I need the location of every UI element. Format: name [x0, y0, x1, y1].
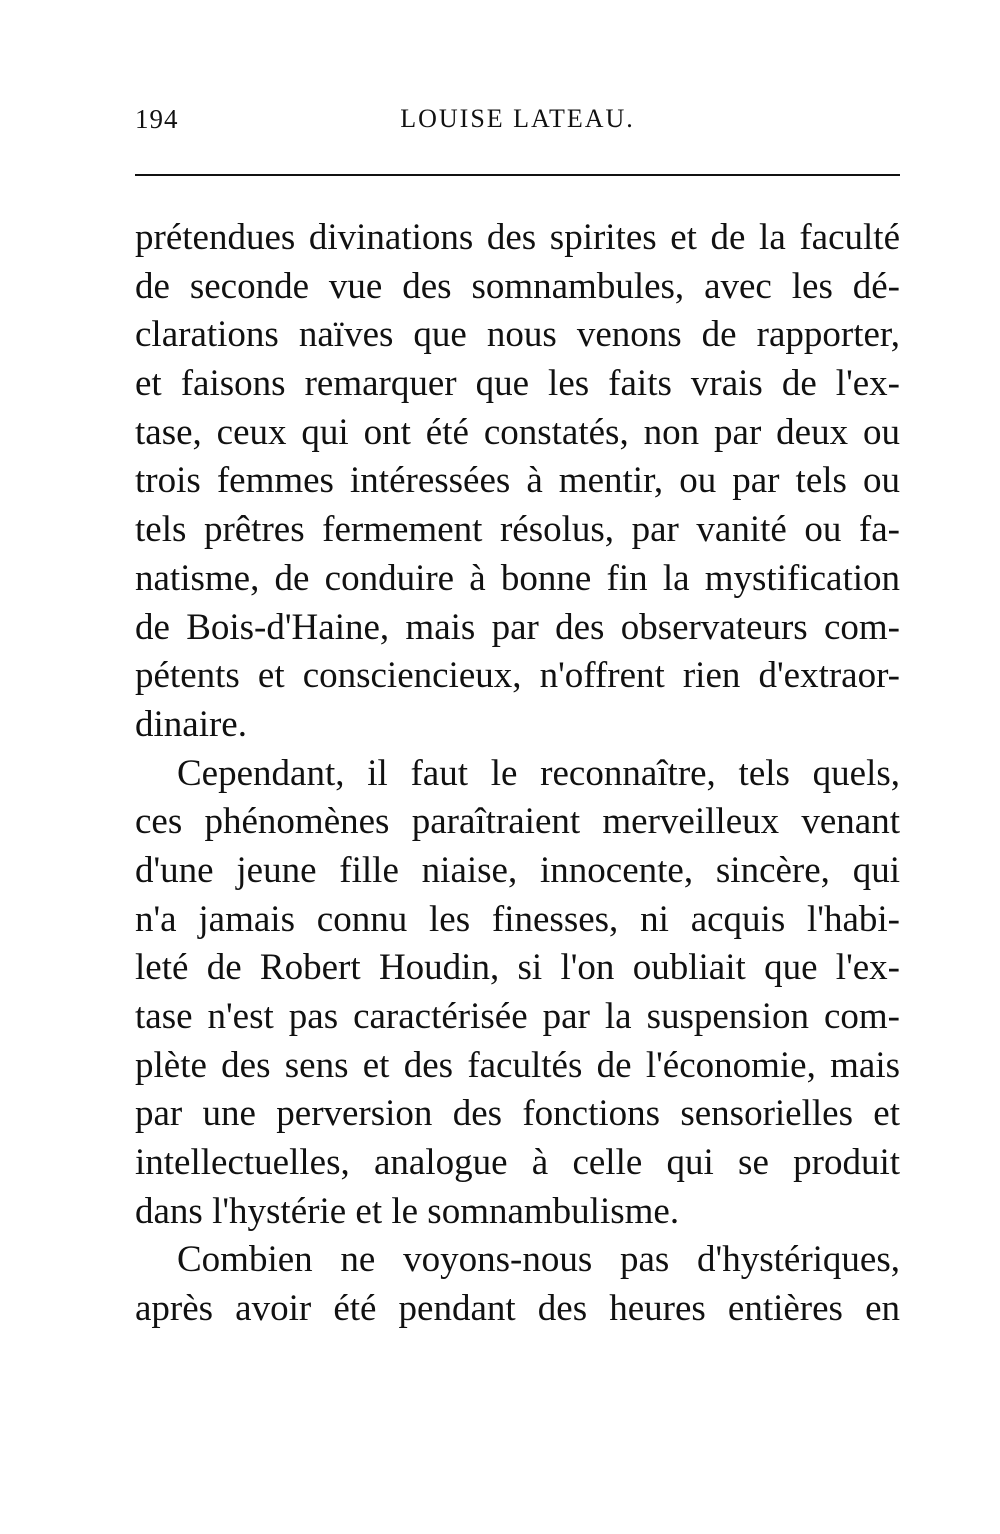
text-line: et faisons remarquer que les faits vrais de l'ex- [135, 363, 900, 405]
text-line: de Bois-d'Haine, mais par des observateurs com- [135, 606, 900, 648]
text-line: plète des sens et des facultés de l'économie, mais [135, 1044, 900, 1086]
text-line: tase, ceux qui ont été constatés, non par deux ou [135, 411, 900, 453]
running-head [135, 104, 900, 144]
text-line: Cependant, il faut le reconnaître, tels quels, [177, 752, 900, 794]
text-line: ces phénomènes paraîtraient merveilleux venant [135, 801, 900, 843]
page-number: 194 [135, 104, 179, 134]
text-line: pétents et consciencieux, n'offrent rien d'extraor- [135, 655, 900, 697]
header-rule [135, 174, 900, 176]
text-line: natisme, de conduire à bonne fin la mystification [135, 557, 900, 599]
text-line: tels prêtres fermement résolus, par vanité ou fa- [135, 509, 900, 551]
text-line: Combien ne voyons-nous pas d'hystériques, [177, 1239, 900, 1281]
text-line: trois femmes intéressées à mentir, ou par tels ou [135, 460, 900, 502]
running-title: LOUISE LATEAU. [400, 104, 635, 133]
text-line: après avoir été pendant des heures entières en [135, 1288, 900, 1330]
text-line: d'une jeune fille niaise, innocente, sincère, qui [135, 849, 900, 891]
text-line: leté de Robert Houdin, si l'on oubliait que l'ex- [135, 947, 900, 989]
text-line: prétendues divinations des spirites et de la faculté [135, 217, 900, 258]
text-line: clarations naïves que nous venons de rapporter, [135, 314, 900, 356]
text-line: dinaire. [135, 703, 247, 745]
text-line: par une perversion des fonctions sensorielles et [135, 1093, 900, 1135]
text-line: tase n'est pas caractérisée par la suspension com- [135, 996, 900, 1037]
text-line: de seconde vue des somnambules, avec les dé- [135, 265, 900, 307]
text-line: dans l'hystérie et le somnambulisme. [135, 1190, 680, 1232]
text-line: n'a jamais connu les finesses, ni acquis l'habi- [135, 898, 900, 940]
text-line: intellectuelles, analogue à celle qui se produit [135, 1142, 900, 1184]
body-text [135, 214, 900, 1334]
